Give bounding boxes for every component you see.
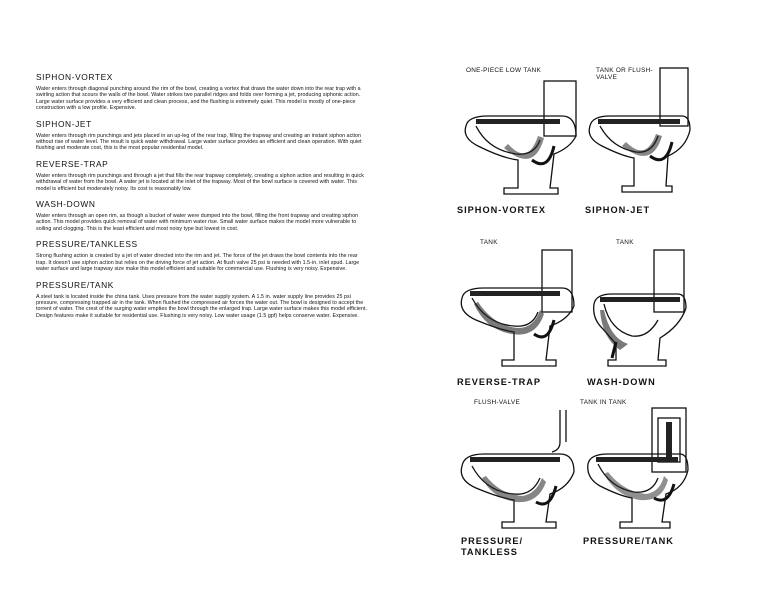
pressure-tank-illustration (584, 404, 694, 534)
section-title: PRESSURE/TANK (36, 279, 114, 290)
section-title: SIPHON-JET (36, 118, 92, 129)
section-body: Strong flushing action is created by a jet of water directed into the rim and jet. The force of the jet draws the bowl contents into the rear trap. It doesn't use siphon action but relies on the driving force of jet action. At flush valve 25 psi is needed with 1.5-in. inlet spud. Large water surface and large trapway size make this model efficient and suitable for commercial use. Flushing is very noisy. Expensive. (36, 253, 360, 273)
figure-caption: SIPHON-VORTEX (457, 205, 547, 215)
figure-label: TANK OR FLUSH-VALVE (596, 67, 653, 82)
figure-label: FLUSH-VALVE (474, 399, 521, 406)
figure-label: TANK IN TANK (580, 399, 627, 406)
figure-label: TANK (616, 239, 634, 246)
section-body: Water enters through rim punchings and through a jet that fills the rear trapway completely, creating a siphon action and resulting in quick withdrawal of water from the bowl. A water jet is located at the inlet of the trapway. Most of the bowl surface is covered with water. This model is efficient but moderately noisy. Its cost is reasonably low. (36, 172, 364, 192)
figure-label: ONE-PIECE LOW TANK (466, 67, 542, 74)
figure-caption: TANKLESS (461, 547, 518, 557)
section-body: Water enters through diagonal punching around the rim of the bowl, creating a vortex that draws the water down into the rear trap with a swirling action that scours the walls of the bowl. Water strikes two parallel ridges and folds over forming a jet, producing siphonic action. Large water surface provides a very efficient and clean process, and the flushing is extremely quiet. This model is mostly of one-piece construction with a low profile. Expensive. (36, 86, 361, 112)
figure-caption: WASH-DOWN (587, 377, 656, 387)
figure-caption: PRESSURE/TANK (583, 536, 674, 546)
wash-down-illustration (590, 246, 694, 374)
figure-caption: PRESSURE/ (461, 536, 524, 546)
section-title: SIPHON-VORTEX (36, 72, 113, 82)
section-body: Water enters through an open rim, as though a bucket of water were dumped into the bowl, filling the front trapway and creating siphon action. This model provides quick removal of water with minimum water rise. Small water surface makes the model more vulnerable to soiling and clogging. This is the least efficient and most noisy type but lowest in cost. (36, 213, 359, 232)
siphon-jet-illustration (586, 64, 696, 206)
section-title: REVERSE-TRAP (36, 158, 109, 169)
section-title: PRESSURE/TANKLESS (36, 239, 138, 250)
section-body: Water enters through rim punchings and jets placed in an up-leg of the rear trap, filling the trapway and creating an instant siphon action without rise of water level. The result is quick water withdrawal. Large water surface provides an efficient and clean operation. With quiet flushing and moderate cost, this is the most popular residential model. (36, 132, 362, 152)
section-title: WASH-DOWN (36, 199, 96, 210)
figure-caption: REVERSE-TRAP (457, 377, 541, 387)
section-body: A steel tank is located inside the china tank. Uses pressure from the water supply system. A 1.5 in. water supply line provides 25 psi pressure, compressing trapped air in the tank. When flushed the compressed air forces the water out. The bowl is designed to accept the torrent of water. The crest of the surging water empties the bowl through the enlarged trap. Large water surface makes this model efficient. Design features make it suitable for residential use. Flushing is very noisy. Low water usage (1.5 gpf) helps conserve water. Expensive. (36, 293, 367, 319)
reverse-trap-illustration (456, 246, 584, 374)
pressure-tankless-illustration (456, 406, 582, 534)
figure-label: TANK (480, 239, 498, 246)
figure-caption: SIPHON-JET (585, 205, 651, 215)
siphon-vortex-illustration (458, 76, 584, 206)
